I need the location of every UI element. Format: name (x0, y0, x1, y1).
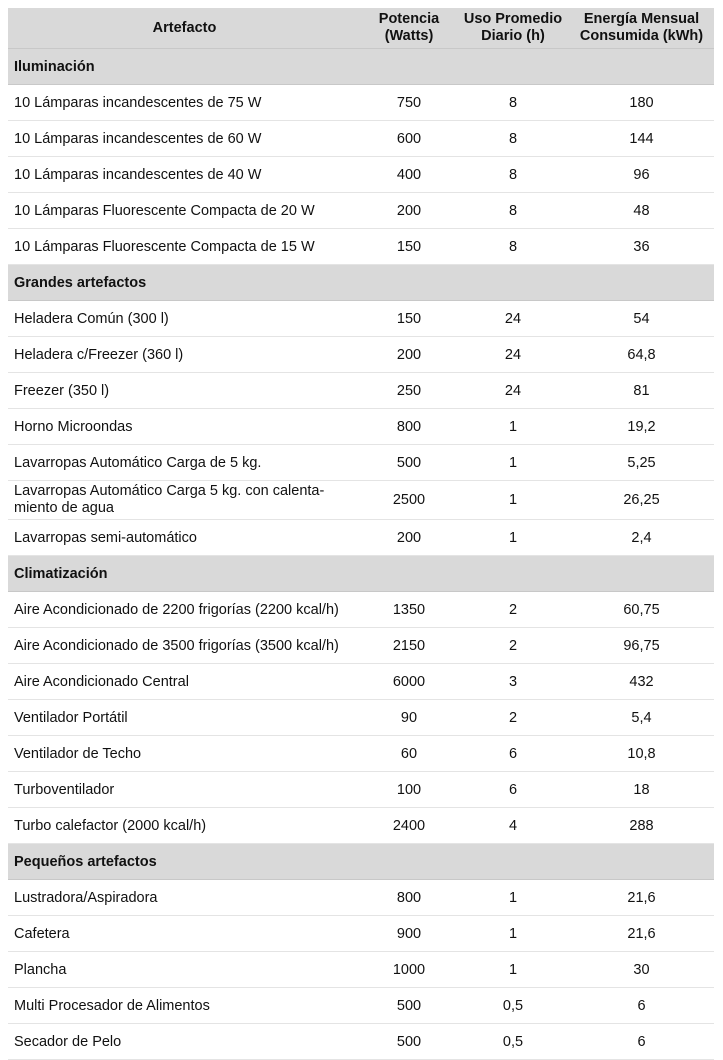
appliance-name-cell (8, 337, 361, 373)
table-row (8, 373, 714, 409)
appliance-name-cell (8, 1024, 361, 1060)
appliance-name-cell (8, 85, 361, 121)
monthly-energy-cell: 2,4 (569, 520, 714, 556)
appliance-name-line: Horno Microondas (14, 418, 133, 435)
appliance-name-cell (8, 229, 361, 265)
appliance-name-cell (8, 481, 361, 520)
daily-hours-cell: 0,5 (457, 1024, 569, 1060)
monthly-energy-cell: 96,75 (569, 628, 714, 664)
power-cell: 200 (361, 520, 457, 556)
power-cell: 200 (361, 193, 457, 229)
daily-hours-cell: 1 (457, 409, 569, 445)
table-row (8, 229, 714, 265)
header-artefacto (8, 8, 361, 49)
monthly-energy-cell: 6 (569, 988, 714, 1024)
monthly-energy-cell: 18 (569, 772, 714, 808)
table-row (8, 85, 714, 121)
appliance-name-cell (8, 121, 361, 157)
power-cell: 60 (361, 736, 457, 772)
appliance-name-line: miento de agua (14, 500, 114, 516)
monthly-energy-cell: 19,2 (569, 409, 714, 445)
table-row (8, 628, 714, 664)
power-cell: 250 (361, 373, 457, 409)
section-title: Grandes artefactos (8, 265, 714, 301)
power-cell: 2500 (361, 481, 457, 520)
monthly-energy-cell: 6 (569, 1024, 714, 1060)
power-cell: 750 (361, 85, 457, 121)
power-cell: 6000 (361, 664, 457, 700)
appliance-name-cell (8, 880, 361, 916)
appliance-name-line: Ventilador Portátil (14, 709, 128, 726)
appliance-name-line: Aire Acondicionado Central (14, 673, 189, 690)
header-text-line: Consumida (kWh) (579, 28, 704, 44)
section-title: Climatización (8, 556, 714, 592)
daily-hours-cell: 24 (457, 337, 569, 373)
power-cell: 1350 (361, 592, 457, 628)
header-row (8, 8, 714, 49)
appliance-name-line: Freezer (350 l) (14, 382, 110, 399)
monthly-energy-cell: 5,4 (569, 700, 714, 736)
daily-hours-cell: 2 (457, 628, 569, 664)
power-cell: 800 (361, 409, 457, 445)
section-header-row (8, 49, 714, 85)
daily-hours-cell: 2 (457, 700, 569, 736)
power-cell: 500 (361, 1024, 457, 1060)
table-row (8, 121, 714, 157)
daily-hours-cell: 2 (457, 592, 569, 628)
appliance-name-line: Cafetera (14, 925, 70, 942)
appliance-name-line: Heladera Común (300 l) (14, 310, 169, 327)
appliance-name-line: Heladera c/Freezer (360 l) (14, 346, 184, 363)
appliance-energy-table (8, 8, 714, 1060)
table-row (8, 337, 714, 373)
appliance-table-container (8, 8, 714, 1060)
daily-hours-cell: 1 (457, 481, 569, 520)
monthly-energy-cell: 36 (569, 229, 714, 265)
daily-hours-cell: 8 (457, 193, 569, 229)
appliance-name-line: Turbo calefactor (2000 kcal/h) (14, 817, 207, 834)
table-row (8, 301, 714, 337)
table-row (8, 409, 714, 445)
appliance-name-cell (8, 301, 361, 337)
daily-hours-cell: 1 (457, 445, 569, 481)
daily-hours-cell: 1 (457, 916, 569, 952)
table-header (8, 8, 714, 49)
power-cell: 200 (361, 337, 457, 373)
appliance-name-line: 10 Lámparas incandescentes de 60 W (14, 130, 262, 147)
table-row (8, 445, 714, 481)
appliance-name-cell (8, 916, 361, 952)
appliance-name-line: Multi Procesador de Alimentos (14, 997, 210, 1014)
table-row (8, 916, 714, 952)
daily-hours-cell: 1 (457, 952, 569, 988)
power-cell: 900 (361, 916, 457, 952)
table-row (8, 988, 714, 1024)
table-row (8, 193, 714, 229)
monthly-energy-cell: 10,8 (569, 736, 714, 772)
monthly-energy-cell: 81 (569, 373, 714, 409)
power-cell: 500 (361, 988, 457, 1024)
daily-hours-cell: 4 (457, 808, 569, 844)
power-cell: 1000 (361, 952, 457, 988)
daily-hours-cell: 3 (457, 664, 569, 700)
power-cell: 150 (361, 229, 457, 265)
monthly-energy-cell: 288 (569, 808, 714, 844)
daily-hours-cell: 8 (457, 229, 569, 265)
monthly-energy-cell: 30 (569, 952, 714, 988)
header-text-line: (Watts) (384, 28, 434, 44)
daily-hours-cell: 8 (457, 85, 569, 121)
table-row (8, 700, 714, 736)
appliance-name-line: Aire Acondicionado de 2200 frigorías (2200 kcal/h) (14, 601, 339, 618)
power-cell: 600 (361, 121, 457, 157)
header-energia-mensual (569, 8, 714, 49)
power-cell: 800 (361, 880, 457, 916)
monthly-energy-cell: 144 (569, 121, 714, 157)
table-row (8, 520, 714, 556)
table-row (8, 157, 714, 193)
appliance-name-cell (8, 628, 361, 664)
appliance-name-line: Ventilador de Techo (14, 745, 142, 762)
power-cell: 400 (361, 157, 457, 193)
header-text-line: Artefacto (152, 19, 217, 36)
power-cell: 2150 (361, 628, 457, 664)
appliance-name-line: Lustradora/Aspiradora (14, 889, 158, 906)
table-row (8, 736, 714, 772)
appliance-name-cell (8, 193, 361, 229)
section-header-row (8, 265, 714, 301)
appliance-name-line: 10 Lámparas Fluorescente Compacta de 15 W (14, 238, 315, 255)
monthly-energy-cell: 64,8 (569, 337, 714, 373)
daily-hours-cell: 0,5 (457, 988, 569, 1024)
section-header-row (8, 844, 714, 880)
appliance-name-cell (8, 772, 361, 808)
appliance-name-cell (8, 700, 361, 736)
table-row (8, 592, 714, 628)
section-title: Iluminación (8, 49, 714, 85)
table-row (8, 481, 714, 520)
daily-hours-cell: 6 (457, 736, 569, 772)
appliance-name-line: 10 Lámparas Fluorescente Compacta de 20 W (14, 202, 315, 219)
table-row (8, 952, 714, 988)
monthly-energy-cell: 21,6 (569, 880, 714, 916)
monthly-energy-cell: 21,6 (569, 916, 714, 952)
appliance-name-cell (8, 952, 361, 988)
monthly-energy-cell: 60,75 (569, 592, 714, 628)
appliance-name-cell (8, 409, 361, 445)
table-row (8, 1024, 714, 1060)
appliance-name-cell (8, 808, 361, 844)
appliance-name-line: Plancha (14, 961, 67, 978)
appliance-name-line: Turboventilador (14, 781, 115, 798)
monthly-energy-cell: 5,25 (569, 445, 714, 481)
appliance-name-line: 10 Lámparas incandescentes de 40 W (14, 166, 262, 183)
power-cell: 2400 (361, 808, 457, 844)
monthly-energy-cell: 180 (569, 85, 714, 121)
daily-hours-cell: 8 (457, 157, 569, 193)
appliance-name-cell (8, 664, 361, 700)
table-row (8, 880, 714, 916)
appliance-name-line: Lavarropas semi-automático (14, 529, 197, 546)
appliance-name-line: 10 Lámparas incandescentes de 75 W (14, 94, 262, 111)
appliance-name-cell (8, 592, 361, 628)
appliance-name-line: Lavarropas Automático Carga 5 kg. con calenta- (14, 483, 325, 499)
monthly-energy-cell: 96 (569, 157, 714, 193)
monthly-energy-cell: 48 (569, 193, 714, 229)
section-header-row (8, 556, 714, 592)
appliance-name-cell (8, 157, 361, 193)
header-text-line: Energía Mensual (583, 11, 700, 27)
appliance-name-line: Lavarropas Automático Carga de 5 kg. (14, 454, 262, 471)
monthly-energy-cell: 432 (569, 664, 714, 700)
appliance-name-cell (8, 988, 361, 1024)
power-cell: 150 (361, 301, 457, 337)
daily-hours-cell: 24 (457, 373, 569, 409)
power-cell: 100 (361, 772, 457, 808)
table-row (8, 664, 714, 700)
power-cell: 90 (361, 700, 457, 736)
appliance-name-line: Aire Acondicionado de 3500 frigorías (3500 kcal/h) (14, 637, 339, 654)
daily-hours-cell: 8 (457, 121, 569, 157)
header-text-line: Potencia (378, 11, 440, 27)
appliance-name-cell (8, 445, 361, 481)
daily-hours-cell: 1 (457, 880, 569, 916)
appliance-name-cell (8, 520, 361, 556)
monthly-energy-cell: 54 (569, 301, 714, 337)
header-text-line: Diario (h) (481, 28, 545, 44)
appliance-name-cell (8, 373, 361, 409)
header-text-line: Uso Promedio (463, 11, 563, 27)
table-row (8, 808, 714, 844)
appliance-name-cell (8, 736, 361, 772)
table-body (8, 49, 714, 1060)
section-title: Pequeños artefactos (8, 844, 714, 880)
daily-hours-cell: 6 (457, 772, 569, 808)
appliance-name-line: Secador de Pelo (14, 1033, 122, 1050)
daily-hours-cell: 24 (457, 301, 569, 337)
monthly-energy-cell: 26,25 (569, 481, 714, 520)
header-potencia (361, 8, 457, 49)
power-cell: 500 (361, 445, 457, 481)
daily-hours-cell: 1 (457, 520, 569, 556)
header-uso-promedio (457, 8, 569, 49)
table-row (8, 772, 714, 808)
